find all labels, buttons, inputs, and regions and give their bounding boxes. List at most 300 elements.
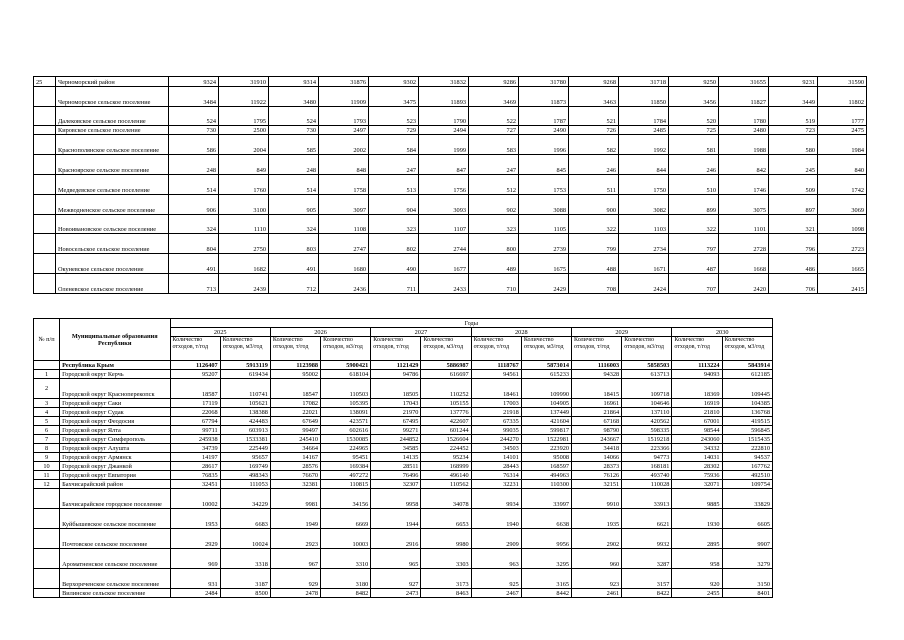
table-cell: 514 <box>269 175 319 195</box>
table-cell: 34585 <box>371 444 421 453</box>
table-cell: 497272 <box>321 471 371 480</box>
total-cell: 5858503 <box>622 361 672 370</box>
table-cell: 1746 <box>719 175 769 195</box>
table-cell: 585 <box>269 135 319 155</box>
table-cell: 9980 <box>421 529 471 549</box>
row-name: Почтовское сельское поселение <box>60 529 170 549</box>
table-cell: 2415 <box>818 274 867 294</box>
table-row <box>34 462 773 471</box>
table-cell: 95451 <box>321 453 371 462</box>
table-row <box>34 379 773 399</box>
row-index: 9 <box>34 453 60 462</box>
table-cell: 9958 <box>371 489 421 509</box>
table-cell: 9885 <box>672 489 722 509</box>
table-row <box>34 135 867 155</box>
table-row <box>34 274 867 294</box>
total-cell: 5843914 <box>722 361 772 370</box>
table-cell: 730 <box>269 126 319 135</box>
total-cell: 1118767 <box>471 361 521 370</box>
row-name: Красноярское сельское поселение <box>56 155 169 175</box>
year-header: 2029 <box>572 328 672 337</box>
row-index: 1 <box>34 370 60 379</box>
table-cell: 729 <box>369 126 419 135</box>
table-cell: 713 <box>169 274 219 294</box>
table-cell: 800 <box>469 234 519 254</box>
table-cell: 849 <box>219 155 269 175</box>
table-cell: 8442 <box>521 589 571 598</box>
table-cell: 67335 <box>471 417 521 426</box>
table-cell: 245938 <box>170 435 220 444</box>
table-cell: 105395 <box>321 399 371 408</box>
table-cell: 584 <box>369 135 419 155</box>
table-cell: 94537 <box>722 453 772 462</box>
table-cell: 14135 <box>371 453 421 462</box>
table-cell: 2739 <box>519 234 569 254</box>
table-row <box>34 417 773 426</box>
table-cell: 324 <box>269 215 319 234</box>
table-cell: 76496 <box>371 471 421 480</box>
table-cell: 75936 <box>672 471 722 480</box>
row-index <box>34 135 56 155</box>
table-cell: 510 <box>669 175 719 195</box>
table-cell: 33829 <box>722 489 772 509</box>
table-cell: 168999 <box>421 462 471 471</box>
table-cell: 110815 <box>321 480 371 489</box>
table-cell: 840 <box>818 155 867 175</box>
row-index <box>34 529 60 549</box>
table-cell: 322 <box>669 215 719 234</box>
table-cell: 2909 <box>471 529 521 549</box>
table-cell: 67168 <box>572 417 622 426</box>
table-cell: 1103 <box>619 215 669 234</box>
table-cell: 1742 <box>818 175 867 195</box>
table-cell: 167762 <box>722 462 772 471</box>
table-cell: 612185 <box>722 370 772 379</box>
column-header-years: Годы <box>170 319 772 328</box>
table-cell: 422607 <box>421 417 471 426</box>
table-cell: 1780 <box>719 107 769 126</box>
table-header <box>34 319 773 361</box>
row-index <box>34 126 56 135</box>
table-cell: 11893 <box>419 87 469 107</box>
row-name: Краснополянское сельское поселение <box>56 135 169 155</box>
table-cell: 246 <box>569 155 619 175</box>
table-cell: 225449 <box>220 444 270 453</box>
table-cell: 3469 <box>469 87 519 107</box>
table-cell: 420562 <box>622 417 672 426</box>
table-cell: 1790 <box>419 107 469 126</box>
table-cell: 95002 <box>270 370 320 379</box>
table-cell: 110028 <box>622 480 672 489</box>
table-cell: 34418 <box>572 444 622 453</box>
table-cell: 582 <box>569 135 619 155</box>
table-cell: 1949 <box>270 509 320 529</box>
table-cell: 847 <box>419 155 469 175</box>
table-cell: 32451 <box>170 480 220 489</box>
table-cell: 104385 <box>722 399 772 408</box>
table-cell: 520 <box>669 107 719 126</box>
table-cell: 727 <box>469 126 519 135</box>
table-cell: 110252 <box>421 379 471 399</box>
total-cell: 5900421 <box>321 361 371 370</box>
table-row <box>34 569 773 589</box>
table-cell: 9268 <box>569 77 619 87</box>
table-cell: 18369 <box>672 379 722 399</box>
table-cell: 1750 <box>619 175 669 195</box>
total-cell: 1121429 <box>371 361 421 370</box>
table-cell: 2728 <box>719 234 769 254</box>
table-cell: 223366 <box>622 444 672 453</box>
table-cell: 67001 <box>672 417 722 426</box>
table-row <box>34 589 773 598</box>
table-cell: 726 <box>569 126 619 135</box>
table-cell: 3157 <box>622 569 672 589</box>
table-cell: 490 <box>369 254 419 274</box>
table-cell: 514 <box>169 175 219 195</box>
row-index: 5 <box>34 417 60 426</box>
table-cell: 243667 <box>572 435 622 444</box>
table-cell: 169384 <box>321 462 371 471</box>
table-cell: 3082 <box>619 195 669 215</box>
table-cell: 511 <box>569 175 619 195</box>
table-cell: 712 <box>269 274 319 294</box>
table-cell: 76126 <box>572 471 622 480</box>
table-cell: 14197 <box>170 453 220 462</box>
table-cell: 3100 <box>219 195 269 215</box>
table-cell: 244270 <box>471 435 521 444</box>
table-cell: 842 <box>719 155 769 175</box>
row-name: Черноморский район <box>56 77 169 87</box>
table-cell: 419515 <box>722 417 772 426</box>
table-cell: 2895 <box>672 529 722 549</box>
table-cell: 1110 <box>219 215 269 234</box>
table-row <box>34 155 867 175</box>
table-cell: 598335 <box>622 426 672 435</box>
table-cell: 583 <box>469 135 519 155</box>
row-index: 2 <box>34 379 60 399</box>
table-cell: 28443 <box>471 462 521 471</box>
table-cell: 8482 <box>321 589 371 598</box>
table-cell: 1675 <box>519 254 569 274</box>
total-cell: 1123988 <box>270 361 320 370</box>
table-cell: 18587 <box>170 379 220 399</box>
row-name: Городской округ Алушта <box>60 444 170 453</box>
table-cell: 423571 <box>321 417 371 426</box>
table-cell: 14167 <box>270 453 320 462</box>
table-cell: 136768 <box>722 408 772 417</box>
row-index <box>34 195 56 215</box>
table-cell: 248 <box>269 155 319 175</box>
table-cell: 9934 <box>471 489 521 509</box>
table-cell: 1519218 <box>622 435 672 444</box>
total-cell: 1113224 <box>672 361 722 370</box>
table-cell: 1795 <box>219 107 269 126</box>
table-cell: 18415 <box>572 379 622 399</box>
table-cell: 902 <box>469 195 519 215</box>
table-cell: 98544 <box>672 426 722 435</box>
table-cell: 2475 <box>818 126 867 135</box>
table-cell: 11922 <box>219 87 269 107</box>
table-cell: 137110 <box>622 408 672 417</box>
table-cell: 109718 <box>622 379 672 399</box>
table-cell: 1515435 <box>722 435 772 444</box>
column-header-number: № п/п <box>34 319 60 361</box>
table-cell: 34332 <box>672 444 722 453</box>
table-cell: 67794 <box>170 417 220 426</box>
table-cell: 3187 <box>220 569 270 589</box>
table-cell: 1784 <box>619 107 669 126</box>
table-cell: 707 <box>669 274 719 294</box>
table-cell: 1677 <box>419 254 469 274</box>
table-row <box>34 77 867 87</box>
table-row <box>34 444 773 453</box>
unit-header-volume: Количество отходов, м3/год <box>722 337 772 361</box>
table-cell: 137449 <box>521 408 571 417</box>
table-cell: 9907 <box>722 529 772 549</box>
table-cell: 105155 <box>421 399 471 408</box>
table-cell: 109445 <box>722 379 772 399</box>
table-cell: 138388 <box>220 408 270 417</box>
table-row <box>34 175 867 195</box>
table-cell: 17043 <box>371 399 421 408</box>
table-cell: 109754 <box>722 480 772 489</box>
table-cell: 3303 <box>421 549 471 569</box>
table-cell: 14066 <box>572 453 622 462</box>
row-index <box>34 107 56 126</box>
column-header-municipality: Муниципальные образования Республики <box>60 319 170 361</box>
table-cell: 524 <box>269 107 319 126</box>
table-cell: 2484 <box>170 589 220 598</box>
table-cell: 2494 <box>419 126 469 135</box>
total-cell: 5913119 <box>220 361 270 370</box>
table-cell: 34664 <box>270 444 320 453</box>
unit-header-tonnes: Количество отходов, т/год <box>672 337 722 361</box>
table-cell: 3150 <box>722 569 772 589</box>
row-index: 4 <box>34 408 60 417</box>
table-cell: 99497 <box>270 426 320 435</box>
waste-table-continued-body <box>34 77 867 294</box>
table-cell: 244852 <box>371 435 421 444</box>
table-cell: 487 <box>669 254 719 274</box>
table-cell: 110741 <box>220 379 270 399</box>
year-header: 2027 <box>371 328 471 337</box>
table-cell: 224452 <box>421 444 471 453</box>
row-name: Бахчисарайское городское поселение <box>60 489 170 509</box>
table-cell: 599817 <box>521 426 571 435</box>
table-cell: 18461 <box>471 379 521 399</box>
table-cell: 491 <box>269 254 319 274</box>
table-cell: 245 <box>769 155 818 175</box>
table-cell: 33913 <box>622 489 672 509</box>
table-cell: 16961 <box>572 399 622 408</box>
row-name: Окуневское сельское поселение <box>56 254 169 274</box>
table-cell: 6638 <box>521 509 571 529</box>
table-cell: 509 <box>769 175 818 195</box>
table-row <box>34 471 773 480</box>
table-cell: 3173 <box>421 569 471 589</box>
table-cell: 243060 <box>672 435 722 444</box>
year-header: 2030 <box>672 328 773 337</box>
table-cell: 2480 <box>719 126 769 135</box>
table-row <box>34 408 773 417</box>
row-index <box>34 274 56 294</box>
table-cell: 9956 <box>521 529 571 549</box>
row-index <box>34 509 60 529</box>
table-cell: 706 <box>769 274 818 294</box>
table-cell: 1101 <box>719 215 769 234</box>
table-row <box>34 195 867 215</box>
table-cell: 1522981 <box>521 435 571 444</box>
table-cell: 711 <box>369 274 419 294</box>
row-name: Городской округ Саки <box>60 399 170 408</box>
table-cell: 2750 <box>219 234 269 254</box>
table-cell: 34503 <box>471 444 521 453</box>
table-cell: 31718 <box>619 77 669 87</box>
table-cell: 1533381 <box>220 435 270 444</box>
table-cell: 3279 <box>722 549 772 569</box>
table-cell: 32231 <box>471 480 521 489</box>
table-cell: 615233 <box>521 370 571 379</box>
table-cell: 1098 <box>818 215 867 234</box>
table-cell: 958 <box>672 549 722 569</box>
table-cell: 493740 <box>622 471 672 480</box>
table-cell: 247 <box>469 155 519 175</box>
table-cell: 169749 <box>220 462 270 471</box>
table-cell: 34078 <box>421 489 471 509</box>
table-cell: 95207 <box>170 370 220 379</box>
row-name: Городской округ Армянск <box>60 453 170 462</box>
table-cell: 104905 <box>521 399 571 408</box>
table-cell: 17119 <box>170 399 220 408</box>
table-cell: 519 <box>769 107 818 126</box>
table-cell: 905 <box>269 195 319 215</box>
table-cell: 104646 <box>622 399 672 408</box>
waste-volume-table-body <box>34 361 773 598</box>
table-cell: 223920 <box>521 444 571 453</box>
table-cell: 1992 <box>619 135 669 155</box>
table-cell: 899 <box>669 195 719 215</box>
waste-volume-table <box>33 318 773 598</box>
table-cell: 322 <box>569 215 619 234</box>
unit-header-tonnes: Количество отходов, т/год <box>270 337 320 361</box>
table-cell: 2433 <box>419 274 469 294</box>
table-cell: 2439 <box>219 274 269 294</box>
table-cell: 11873 <box>519 87 569 107</box>
table-cell: 1988 <box>719 135 769 155</box>
total-row <box>34 361 773 370</box>
table-cell: 512 <box>469 175 519 195</box>
table-cell: 494963 <box>521 471 571 480</box>
table-cell: 580 <box>769 135 818 155</box>
table-row <box>34 509 773 529</box>
table-cell: 76670 <box>270 471 320 480</box>
table-cell: 581 <box>669 135 719 155</box>
table-cell: 521 <box>569 107 619 126</box>
unit-header-tonnes: Количество отходов, т/год <box>170 337 220 361</box>
row-name: Межводненское сельское поселение <box>56 195 169 215</box>
table-cell: 9314 <box>269 77 319 87</box>
row-index <box>34 155 56 175</box>
table-cell: 1526604 <box>421 435 471 444</box>
table-cell: 492510 <box>722 471 772 480</box>
row-name: Кировское сельское поселение <box>56 126 169 135</box>
row-index: 3 <box>34 399 60 408</box>
table-cell: 17003 <box>471 399 521 408</box>
table-cell: 9286 <box>469 77 519 87</box>
table-cell: 31590 <box>818 77 867 87</box>
table-cell: 76314 <box>471 471 521 480</box>
table-cell: 1953 <box>170 509 220 529</box>
table-cell: 897 <box>769 195 818 215</box>
total-cell: 5873014 <box>521 361 571 370</box>
table-cell: 2744 <box>419 234 469 254</box>
table-cell: 17082 <box>270 399 320 408</box>
table-cell: 2734 <box>619 234 669 254</box>
table-cell: 1530085 <box>321 435 371 444</box>
table-cell: 967 <box>270 549 320 569</box>
row-name: Городской округ Красноперекопск <box>60 379 170 399</box>
table-cell: 723 <box>769 126 818 135</box>
table-cell: 31780 <box>519 77 569 87</box>
table-cell: 14031 <box>672 453 722 462</box>
table-cell: 9231 <box>769 77 818 87</box>
table-cell: 2424 <box>619 274 669 294</box>
row-index <box>34 589 60 598</box>
table-cell: 9324 <box>169 77 219 87</box>
table-cell: 323 <box>369 215 419 234</box>
row-index <box>34 87 56 107</box>
table-cell: 2490 <box>519 126 569 135</box>
table-cell: 16919 <box>672 399 722 408</box>
table-cell: 8500 <box>220 589 270 598</box>
table-cell: 1682 <box>219 254 269 274</box>
table-cell: 138091 <box>321 408 371 417</box>
table-cell: 110562 <box>421 480 471 489</box>
row-index: 7 <box>34 435 60 444</box>
unit-header-tonnes: Количество отходов, т/год <box>371 337 421 361</box>
table-cell: 424483 <box>220 417 270 426</box>
table-cell: 2461 <box>572 589 622 598</box>
row-name: Далековское сельское поселение <box>56 107 169 126</box>
table-cell: 524 <box>169 107 219 126</box>
table-cell: 248 <box>169 155 219 175</box>
table-row <box>34 480 773 489</box>
table-cell: 10003 <box>321 529 371 549</box>
table-cell: 710 <box>469 274 519 294</box>
table-cell: 28373 <box>572 462 622 471</box>
table-cell: 522 <box>469 107 519 126</box>
row-name: Верхореченское сельское поселение <box>60 569 170 589</box>
row-name: Куйбышевское сельское поселение <box>60 509 170 529</box>
table-cell: 1668 <box>719 254 769 274</box>
table-cell: 8463 <box>421 589 471 598</box>
table-cell: 168597 <box>521 462 571 471</box>
table-cell: 105621 <box>220 399 270 408</box>
table-cell: 2923 <box>270 529 320 549</box>
table-cell: 796 <box>769 234 818 254</box>
table-cell: 844 <box>619 155 669 175</box>
row-index <box>34 254 56 274</box>
row-name: Черноморское сельское поселение <box>56 87 169 107</box>
table-cell: 22021 <box>270 408 320 417</box>
table-cell: 110300 <box>521 480 571 489</box>
table-cell: 1753 <box>519 175 569 195</box>
table-cell: 14101 <box>471 453 521 462</box>
table-cell: 1760 <box>219 175 269 195</box>
total-row-name: Республика Крым <box>60 361 170 370</box>
table-cell: 6683 <box>220 509 270 529</box>
table-cell: 21864 <box>572 408 622 417</box>
